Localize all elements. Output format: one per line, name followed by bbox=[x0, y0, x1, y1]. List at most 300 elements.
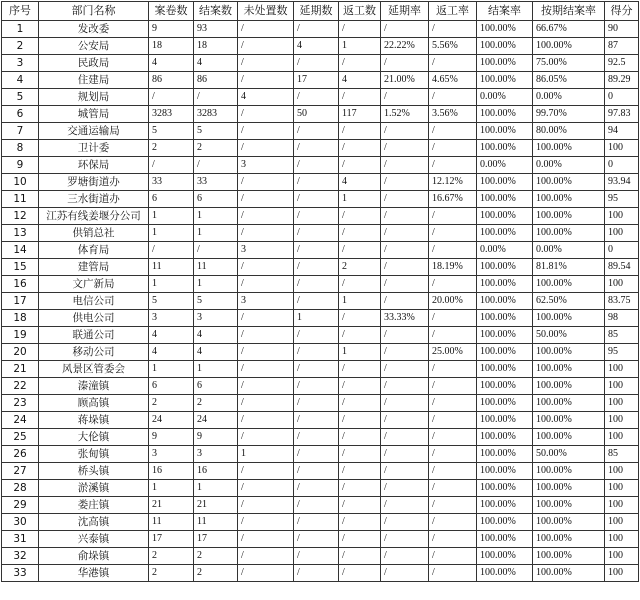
table-cell: / bbox=[429, 514, 477, 531]
table-cell: / bbox=[339, 497, 381, 514]
table-cell: 4 bbox=[149, 344, 194, 361]
table-cell: 100.00% bbox=[477, 429, 533, 446]
table-row bbox=[2, 208, 639, 225]
table-row bbox=[2, 327, 639, 344]
table-cell: / bbox=[238, 106, 294, 123]
table-cell: 33 bbox=[194, 174, 238, 191]
table-cell: 100.00% bbox=[477, 514, 533, 531]
table-row bbox=[2, 378, 639, 395]
table-cell: 100.00% bbox=[477, 208, 533, 225]
table-cell: / bbox=[238, 344, 294, 361]
table-cell: / bbox=[381, 548, 429, 565]
table-cell: / bbox=[339, 157, 381, 174]
table-cell: / bbox=[238, 480, 294, 497]
table-cell: 24 bbox=[149, 412, 194, 429]
column-header: 得分 bbox=[605, 2, 639, 21]
table-cell: 100.00% bbox=[477, 446, 533, 463]
table-cell: / bbox=[294, 242, 339, 259]
table-cell: / bbox=[429, 378, 477, 395]
table-cell: / bbox=[238, 531, 294, 548]
column-header: 结案率 bbox=[477, 2, 533, 21]
table-cell: 100.00% bbox=[477, 463, 533, 480]
table-row bbox=[2, 310, 639, 327]
table-cell: 6 bbox=[149, 191, 194, 208]
table-cell: 100.00% bbox=[533, 140, 605, 157]
table-cell: 1 bbox=[339, 293, 381, 310]
table-cell: / bbox=[381, 412, 429, 429]
table-cell: 100.00% bbox=[477, 480, 533, 497]
table-cell: / bbox=[381, 55, 429, 72]
row-number: 28 bbox=[2, 480, 39, 497]
table-cell: / bbox=[238, 412, 294, 429]
table-cell: / bbox=[429, 463, 477, 480]
table-cell: 100 bbox=[605, 225, 639, 242]
table-cell: 3 bbox=[238, 157, 294, 174]
table-cell: 18 bbox=[149, 38, 194, 55]
table-cell: 11 bbox=[194, 259, 238, 276]
table-cell: 100.00% bbox=[477, 497, 533, 514]
table-cell: / bbox=[238, 565, 294, 582]
table-cell: 100 bbox=[605, 378, 639, 395]
row-number: 7 bbox=[2, 123, 39, 140]
row-number: 26 bbox=[2, 446, 39, 463]
table-cell: 94 bbox=[605, 123, 639, 140]
table-row bbox=[2, 174, 639, 191]
department-name: 民政局 bbox=[39, 55, 149, 72]
table-cell: 86 bbox=[149, 72, 194, 89]
table-row bbox=[2, 123, 639, 140]
table-cell: / bbox=[238, 38, 294, 55]
row-number: 33 bbox=[2, 565, 39, 582]
table-cell: 0 bbox=[605, 89, 639, 106]
table-cell: / bbox=[149, 242, 194, 259]
table-cell: 100.00% bbox=[533, 310, 605, 327]
table-cell: / bbox=[294, 429, 339, 446]
column-header: 按期结案率 bbox=[533, 2, 605, 21]
table-cell: 21.00% bbox=[381, 72, 429, 89]
table-cell: / bbox=[381, 157, 429, 174]
table-cell: / bbox=[339, 480, 381, 497]
row-number: 27 bbox=[2, 463, 39, 480]
row-number: 30 bbox=[2, 514, 39, 531]
table-cell: 100.00% bbox=[533, 225, 605, 242]
table-cell: 100.00% bbox=[533, 548, 605, 565]
column-header: 部门名称 bbox=[39, 2, 149, 21]
row-number: 16 bbox=[2, 276, 39, 293]
row-number: 25 bbox=[2, 429, 39, 446]
table-cell: 21 bbox=[149, 497, 194, 514]
table-cell: / bbox=[429, 55, 477, 72]
table-cell: 3.56% bbox=[429, 106, 477, 123]
table-cell: 100.00% bbox=[533, 276, 605, 293]
table-cell: 93 bbox=[194, 21, 238, 38]
table-cell: / bbox=[294, 514, 339, 531]
table-cell: 21 bbox=[194, 497, 238, 514]
table-cell: 100.00% bbox=[533, 208, 605, 225]
table-cell: / bbox=[238, 174, 294, 191]
table-cell: 4 bbox=[238, 89, 294, 106]
row-number: 2 bbox=[2, 38, 39, 55]
table-cell: / bbox=[381, 208, 429, 225]
table-cell: 3 bbox=[149, 446, 194, 463]
table-cell: / bbox=[381, 378, 429, 395]
table-cell: / bbox=[294, 293, 339, 310]
table-row bbox=[2, 446, 639, 463]
table-cell: 100.00% bbox=[477, 191, 533, 208]
department-name: 俞垛镇 bbox=[39, 548, 149, 565]
table-cell: / bbox=[381, 293, 429, 310]
table-cell: 100.00% bbox=[477, 21, 533, 38]
table-cell: 100.00% bbox=[477, 174, 533, 191]
table-cell: 100 bbox=[605, 361, 639, 378]
table-cell: 4 bbox=[194, 55, 238, 72]
table-cell: 100 bbox=[605, 548, 639, 565]
table-cell: / bbox=[294, 174, 339, 191]
table-cell: 16 bbox=[149, 463, 194, 480]
table-cell: / bbox=[294, 463, 339, 480]
table-cell: 0 bbox=[605, 242, 639, 259]
column-header: 返工率 bbox=[429, 2, 477, 21]
table-cell: / bbox=[238, 497, 294, 514]
table-cell: / bbox=[339, 378, 381, 395]
table-cell: / bbox=[294, 327, 339, 344]
table-cell: 100.00% bbox=[533, 174, 605, 191]
table-cell: / bbox=[381, 174, 429, 191]
table-cell: 98 bbox=[605, 310, 639, 327]
table-cell: 100.00% bbox=[477, 395, 533, 412]
performance-table bbox=[1, 1, 639, 582]
row-number: 14 bbox=[2, 242, 39, 259]
table-cell: / bbox=[294, 123, 339, 140]
table-cell: / bbox=[339, 361, 381, 378]
row-number: 32 bbox=[2, 548, 39, 565]
table-cell: 0 bbox=[605, 157, 639, 174]
department-name: 华港镇 bbox=[39, 565, 149, 582]
table-cell: / bbox=[294, 208, 339, 225]
table-cell: / bbox=[381, 361, 429, 378]
table-cell: 100.00% bbox=[477, 327, 533, 344]
table-cell: 12.12% bbox=[429, 174, 477, 191]
table-cell: / bbox=[149, 89, 194, 106]
table-row bbox=[2, 140, 639, 157]
table-cell: / bbox=[429, 157, 477, 174]
table-cell: 0.00% bbox=[477, 89, 533, 106]
row-number: 21 bbox=[2, 361, 39, 378]
table-cell: 100.00% bbox=[533, 429, 605, 446]
table-cell: 100.00% bbox=[533, 565, 605, 582]
table-cell: 33 bbox=[149, 174, 194, 191]
table-row bbox=[2, 514, 639, 531]
table-cell: 100 bbox=[605, 276, 639, 293]
table-cell: / bbox=[294, 497, 339, 514]
table-cell: 4 bbox=[149, 55, 194, 72]
table-cell: / bbox=[381, 514, 429, 531]
table-cell: / bbox=[339, 208, 381, 225]
table-cell: 100.00% bbox=[477, 106, 533, 123]
table-cell: 83.75 bbox=[605, 293, 639, 310]
table-cell: 3 bbox=[238, 242, 294, 259]
column-header: 案卷数 bbox=[149, 2, 194, 21]
table-cell: / bbox=[429, 140, 477, 157]
table-cell: / bbox=[294, 157, 339, 174]
table-cell: 100.00% bbox=[477, 361, 533, 378]
table-cell: 100.00% bbox=[477, 123, 533, 140]
table-cell: 100.00% bbox=[477, 548, 533, 565]
table-cell: 100 bbox=[605, 514, 639, 531]
table-cell: 25.00% bbox=[429, 344, 477, 361]
table-row bbox=[2, 548, 639, 565]
table-cell: 6 bbox=[149, 378, 194, 395]
table-cell: / bbox=[339, 429, 381, 446]
table-row bbox=[2, 480, 639, 497]
table-cell: 100 bbox=[605, 463, 639, 480]
table-cell: 99.70% bbox=[533, 106, 605, 123]
table-cell: 33.33% bbox=[381, 310, 429, 327]
department-name: 文广新局 bbox=[39, 276, 149, 293]
table-cell: 100.00% bbox=[533, 378, 605, 395]
table-cell: 80.00% bbox=[533, 123, 605, 140]
table-cell: 100.00% bbox=[533, 344, 605, 361]
table-cell: / bbox=[381, 242, 429, 259]
table-cell: / bbox=[294, 480, 339, 497]
table-cell: / bbox=[238, 276, 294, 293]
table-cell: 1 bbox=[339, 38, 381, 55]
table-cell: / bbox=[339, 21, 381, 38]
table-cell: 85 bbox=[605, 327, 639, 344]
table-cell: / bbox=[381, 531, 429, 548]
table-cell: / bbox=[339, 548, 381, 565]
table-cell: 3283 bbox=[194, 106, 238, 123]
table-cell: / bbox=[294, 531, 339, 548]
table-cell: / bbox=[238, 72, 294, 89]
table-row bbox=[2, 497, 639, 514]
table-cell: 50.00% bbox=[533, 446, 605, 463]
table-cell: 100.00% bbox=[477, 565, 533, 582]
row-number: 15 bbox=[2, 259, 39, 276]
table-cell: 100.00% bbox=[477, 72, 533, 89]
table-cell: / bbox=[194, 89, 238, 106]
department-name: 住建局 bbox=[39, 72, 149, 89]
table-cell: 17 bbox=[194, 531, 238, 548]
table-row bbox=[2, 55, 639, 72]
table-cell: 4 bbox=[294, 38, 339, 55]
column-header: 序号 bbox=[2, 2, 39, 21]
row-number: 29 bbox=[2, 497, 39, 514]
table-row bbox=[2, 259, 639, 276]
table-row bbox=[2, 565, 639, 582]
table-cell: 100.00% bbox=[477, 38, 533, 55]
row-number: 23 bbox=[2, 395, 39, 412]
table-cell: / bbox=[381, 259, 429, 276]
table-row bbox=[2, 191, 639, 208]
table-row bbox=[2, 361, 639, 378]
table-cell: / bbox=[339, 412, 381, 429]
table-cell: 0.00% bbox=[477, 157, 533, 174]
table-cell: 5.56% bbox=[429, 38, 477, 55]
department-name: 顾高镇 bbox=[39, 395, 149, 412]
table-cell: 100.00% bbox=[477, 225, 533, 242]
table-row bbox=[2, 38, 639, 55]
table-cell: 100 bbox=[605, 140, 639, 157]
department-name: 江苏有线姜堰分公司 bbox=[39, 208, 149, 225]
table-cell: 100 bbox=[605, 395, 639, 412]
table-cell: / bbox=[381, 225, 429, 242]
table-cell: 4 bbox=[339, 174, 381, 191]
table-cell: / bbox=[429, 242, 477, 259]
header-row bbox=[2, 2, 639, 21]
table-cell: / bbox=[294, 361, 339, 378]
table-cell: 100 bbox=[605, 412, 639, 429]
table-cell: 100.00% bbox=[533, 514, 605, 531]
department-name: 供电公司 bbox=[39, 310, 149, 327]
table-cell: 100 bbox=[605, 429, 639, 446]
table-cell: 4 bbox=[339, 72, 381, 89]
row-number: 6 bbox=[2, 106, 39, 123]
column-header: 结案数 bbox=[194, 2, 238, 21]
table-cell: 100 bbox=[605, 480, 639, 497]
table-cell: 100.00% bbox=[533, 412, 605, 429]
table-cell: 86 bbox=[194, 72, 238, 89]
table-cell: / bbox=[294, 276, 339, 293]
table-cell: / bbox=[294, 55, 339, 72]
table-cell: 1.52% bbox=[381, 106, 429, 123]
table-cell: / bbox=[294, 259, 339, 276]
table-cell: 95 bbox=[605, 191, 639, 208]
table-cell: 9 bbox=[149, 429, 194, 446]
table-cell: 100.00% bbox=[533, 531, 605, 548]
table-cell: 92.5 bbox=[605, 55, 639, 72]
department-name: 罗塘街道办 bbox=[39, 174, 149, 191]
table-cell: / bbox=[429, 497, 477, 514]
table-cell: 6 bbox=[194, 378, 238, 395]
table-row bbox=[2, 157, 639, 174]
table-cell: 17 bbox=[149, 531, 194, 548]
table-cell: 3283 bbox=[149, 106, 194, 123]
table-cell: 5 bbox=[149, 123, 194, 140]
table-cell: / bbox=[294, 21, 339, 38]
row-number: 20 bbox=[2, 344, 39, 361]
department-name: 蒋垛镇 bbox=[39, 412, 149, 429]
table-cell: 4 bbox=[194, 327, 238, 344]
row-number: 4 bbox=[2, 72, 39, 89]
table-cell: 1 bbox=[149, 361, 194, 378]
row-number: 31 bbox=[2, 531, 39, 548]
table-cell: 100.00% bbox=[533, 361, 605, 378]
table-row bbox=[2, 429, 639, 446]
table-cell: 100.00% bbox=[477, 276, 533, 293]
department-name: 风景区管委会 bbox=[39, 361, 149, 378]
table-cell: 1 bbox=[194, 276, 238, 293]
table-row bbox=[2, 395, 639, 412]
table-cell: 100.00% bbox=[533, 191, 605, 208]
table-cell: 97.83 bbox=[605, 106, 639, 123]
table-cell: / bbox=[381, 497, 429, 514]
column-header: 延期率 bbox=[381, 2, 429, 21]
table-cell: / bbox=[238, 429, 294, 446]
table-cell: / bbox=[381, 140, 429, 157]
table-row bbox=[2, 225, 639, 242]
department-name: 娄庄镇 bbox=[39, 497, 149, 514]
table-cell: / bbox=[429, 361, 477, 378]
department-name: 张甸镇 bbox=[39, 446, 149, 463]
table-cell: / bbox=[294, 412, 339, 429]
table-cell: 1 bbox=[194, 361, 238, 378]
table-cell: / bbox=[429, 480, 477, 497]
table-cell: / bbox=[381, 446, 429, 463]
table-cell: 0.00% bbox=[533, 157, 605, 174]
table-row bbox=[2, 72, 639, 89]
table-cell: 100.00% bbox=[533, 395, 605, 412]
table-cell: 22.22% bbox=[381, 38, 429, 55]
table-cell: 117 bbox=[339, 106, 381, 123]
table-cell: / bbox=[194, 242, 238, 259]
table-cell: / bbox=[238, 463, 294, 480]
table-cell: / bbox=[429, 565, 477, 582]
department-name: 规划局 bbox=[39, 89, 149, 106]
row-number: 17 bbox=[2, 293, 39, 310]
table-cell: 100.00% bbox=[477, 259, 533, 276]
table-cell: / bbox=[238, 548, 294, 565]
table-cell: / bbox=[339, 531, 381, 548]
table-cell: / bbox=[238, 191, 294, 208]
table-cell: / bbox=[238, 225, 294, 242]
table-cell: / bbox=[238, 208, 294, 225]
table-row bbox=[2, 106, 639, 123]
table-cell: / bbox=[339, 446, 381, 463]
table-cell: 100.00% bbox=[533, 38, 605, 55]
row-number: 9 bbox=[2, 157, 39, 174]
table-cell: 5 bbox=[149, 293, 194, 310]
table-cell: 1 bbox=[149, 276, 194, 293]
table-cell: / bbox=[339, 514, 381, 531]
table-cell: / bbox=[339, 395, 381, 412]
table-cell: 18.19% bbox=[429, 259, 477, 276]
table-row bbox=[2, 293, 639, 310]
table-cell: 0.00% bbox=[533, 242, 605, 259]
table-cell: / bbox=[238, 361, 294, 378]
table-cell: 16.67% bbox=[429, 191, 477, 208]
department-name: 交通运输局 bbox=[39, 123, 149, 140]
table-cell: / bbox=[238, 259, 294, 276]
table-header bbox=[2, 2, 639, 21]
table-cell: 50 bbox=[294, 106, 339, 123]
table-cell: 16 bbox=[194, 463, 238, 480]
table-cell: 1 bbox=[194, 225, 238, 242]
table-cell: 89.54 bbox=[605, 259, 639, 276]
table-cell: / bbox=[429, 276, 477, 293]
table-cell: / bbox=[339, 242, 381, 259]
table-cell: 100 bbox=[605, 208, 639, 225]
table-cell: / bbox=[429, 412, 477, 429]
table-row bbox=[2, 21, 639, 38]
table-cell: 9 bbox=[149, 21, 194, 38]
row-number: 11 bbox=[2, 191, 39, 208]
table-cell: 100.00% bbox=[533, 497, 605, 514]
table-cell: / bbox=[294, 565, 339, 582]
table-cell: 11 bbox=[194, 514, 238, 531]
row-number: 13 bbox=[2, 225, 39, 242]
table-cell: 86.05% bbox=[533, 72, 605, 89]
table-cell: / bbox=[339, 140, 381, 157]
row-number: 3 bbox=[2, 55, 39, 72]
table-cell: / bbox=[381, 123, 429, 140]
table-cell: / bbox=[339, 225, 381, 242]
department-name: 淤溪镇 bbox=[39, 480, 149, 497]
row-number: 1 bbox=[2, 21, 39, 38]
table-cell: 1 bbox=[339, 191, 381, 208]
table-cell: 20.00% bbox=[429, 293, 477, 310]
department-name: 兴泰镇 bbox=[39, 531, 149, 548]
